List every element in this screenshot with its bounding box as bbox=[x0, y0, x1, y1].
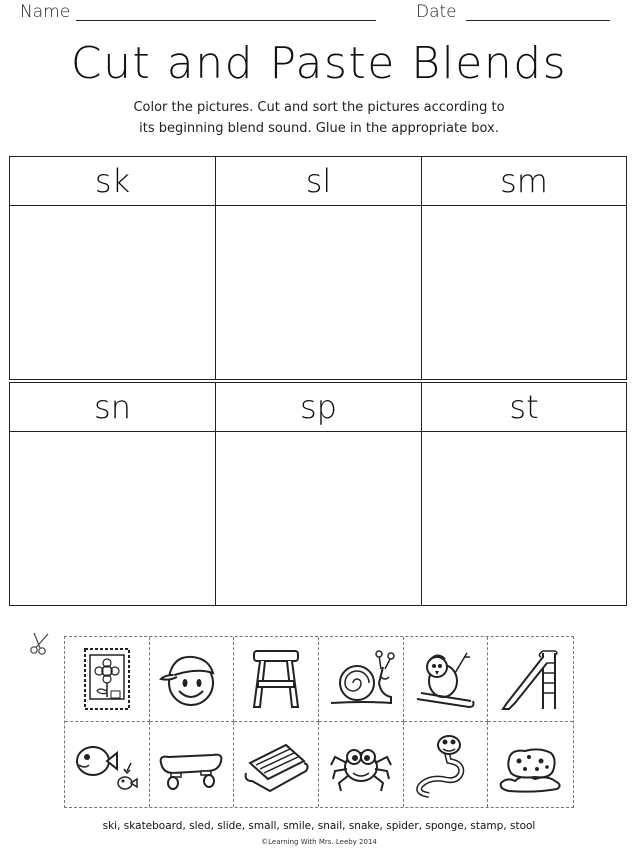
instructions bbox=[0, 97, 638, 139]
name-line[interactable] bbox=[76, 20, 376, 21]
instructions-line-1: Color the pictures. Cut and sort the pictures according to bbox=[133, 100, 505, 115]
picture-card[interactable] bbox=[319, 722, 404, 807]
page-title: Cut and Paste Blends bbox=[70, 38, 568, 89]
picture-card[interactable] bbox=[319, 637, 404, 722]
small-fish-icon bbox=[71, 729, 143, 801]
glue-box[interactable] bbox=[10, 206, 215, 379]
smile-icon bbox=[155, 643, 227, 715]
glue-box[interactable] bbox=[216, 206, 421, 379]
date-line[interactable] bbox=[466, 20, 610, 21]
blend-heading: sn bbox=[10, 383, 215, 432]
sort-column-st bbox=[422, 383, 626, 605]
picture-card[interactable] bbox=[488, 722, 573, 807]
snail-icon bbox=[325, 643, 397, 715]
ski-icon bbox=[409, 643, 481, 715]
picture-card[interactable] bbox=[65, 637, 150, 722]
sort-column-sl bbox=[216, 157, 422, 379]
sort-table-row-1 bbox=[9, 156, 627, 380]
blend-heading: sk bbox=[10, 157, 215, 206]
picture-card[interactable] bbox=[234, 722, 319, 807]
blend-heading: sl bbox=[216, 157, 421, 206]
picture-card[interactable] bbox=[150, 722, 235, 807]
cut-out-pictures bbox=[64, 636, 574, 808]
scissors-icon bbox=[28, 630, 54, 656]
blend-heading: sp bbox=[216, 383, 421, 432]
picture-card[interactable] bbox=[404, 722, 489, 807]
stool-icon bbox=[240, 643, 312, 715]
snake-icon bbox=[409, 729, 481, 801]
word-bank: ski, skateboard, sled, slide, small, smile, snail, snake, spider, sponge, stamp, stool bbox=[102, 820, 536, 832]
picture-card[interactable] bbox=[488, 637, 573, 722]
glue-box[interactable] bbox=[10, 432, 215, 605]
sort-column-sn bbox=[10, 383, 216, 605]
spider-icon bbox=[325, 729, 397, 801]
glue-box[interactable] bbox=[422, 432, 626, 605]
copyright-credit: ©Learning With Mrs. Leeby 2014 bbox=[261, 838, 377, 846]
skateboard-icon bbox=[155, 729, 227, 801]
stamp-icon bbox=[71, 643, 143, 715]
slide-icon bbox=[495, 643, 567, 715]
glue-box[interactable] bbox=[422, 206, 626, 379]
instructions-line-2: its beginning blend sound. Glue in the appropriate box. bbox=[139, 121, 499, 136]
sort-column-sm bbox=[422, 157, 626, 379]
sort-table-row-2 bbox=[9, 382, 627, 606]
blend-heading: st bbox=[422, 383, 626, 432]
picture-card[interactable] bbox=[404, 637, 489, 722]
sponge-icon bbox=[495, 729, 567, 801]
picture-card[interactable] bbox=[65, 722, 150, 807]
picture-card[interactable] bbox=[150, 637, 235, 722]
date-label: Date bbox=[416, 2, 457, 22]
blend-heading: sm bbox=[422, 157, 626, 206]
sort-column-sk bbox=[10, 157, 216, 379]
picture-card[interactable] bbox=[234, 637, 319, 722]
name-label: Name bbox=[20, 2, 71, 22]
sled-icon bbox=[240, 729, 312, 801]
glue-box[interactable] bbox=[216, 432, 421, 605]
sort-column-sp bbox=[216, 383, 422, 605]
